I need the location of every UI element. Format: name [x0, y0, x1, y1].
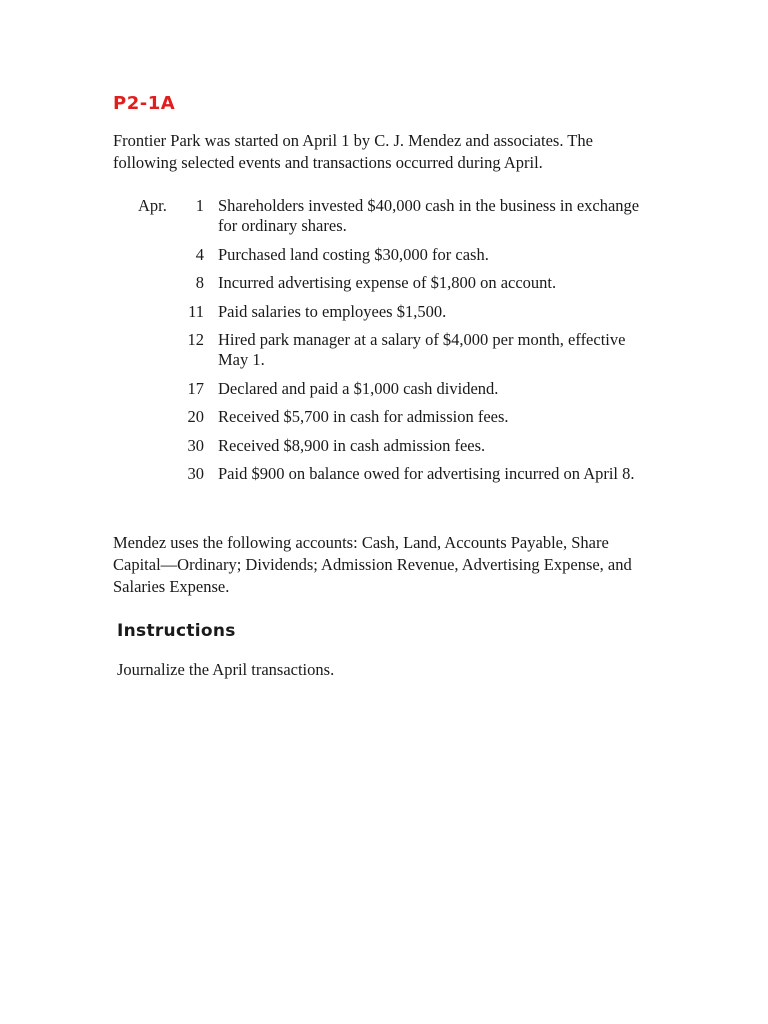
transaction-day: 11	[188, 301, 204, 321]
transaction-day: 17	[187, 378, 204, 398]
transaction-day: 30	[187, 464, 204, 483]
transaction-row	[130, 407, 650, 427]
transaction-day: 4	[195, 244, 204, 264]
transaction-row	[130, 436, 650, 456]
transaction-row	[130, 196, 650, 236]
transaction-description: Received $8,900 in cash admission fees.	[218, 435, 486, 455]
transaction-description: Shareholders invested $40,000 cash in the business in exchange for ordinary shares.	[218, 196, 640, 235]
instructions-text: Journalize the April transactions.	[117, 660, 335, 679]
transaction-day: 20	[187, 407, 204, 426]
transaction-list	[130, 196, 650, 493]
transaction-day: 8	[195, 273, 204, 292]
instructions-heading: Instructions	[117, 621, 236, 641]
problem-title: P2-1A	[113, 93, 176, 114]
transaction-description: Purchased land costing $30,000 for cash.	[218, 244, 489, 264]
transaction-description: Incurred advertising expense of $1,800 on account.	[218, 273, 557, 292]
transaction-description: Received $5,700 in cash for admission fees.	[218, 407, 509, 426]
accounts-paragraph: Mendez uses the following accounts: Cash, Land, Accounts Payable, Share Capital—Ordinary; Dividends; Admission Revenue, Advertising Expense, and Salaries Expense.	[113, 533, 632, 596]
transaction-month: Apr.	[138, 196, 167, 215]
transaction-day: 30	[187, 435, 204, 455]
transaction-row	[130, 302, 650, 322]
transaction-row	[130, 464, 650, 484]
transaction-row	[130, 273, 650, 293]
transaction-description: Declared and paid a $1,000 cash dividend.	[218, 378, 499, 398]
transaction-description: Hired park manager at a salary of $4,000 per month, effective May 1.	[218, 330, 626, 369]
transaction-row	[130, 330, 650, 370]
transaction-day: 1	[195, 196, 204, 215]
transaction-description: Paid salaries to employees $1,500.	[218, 301, 447, 321]
transaction-description: Paid $900 on balance owed for advertising incurred on April 8.	[218, 464, 635, 483]
transaction-row	[130, 379, 650, 399]
intro-paragraph: Frontier Park was started on April 1 by C. J. Mendez and associates. The following selected events and transactions occurred during April.	[113, 131, 593, 172]
transaction-row	[130, 245, 650, 265]
transaction-day: 12	[187, 330, 204, 349]
